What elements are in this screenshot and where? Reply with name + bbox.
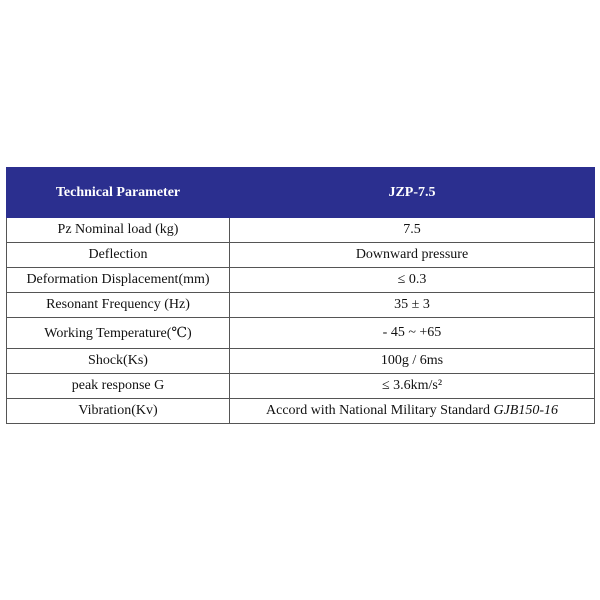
table-row	[7, 318, 595, 349]
value-vibration	[230, 399, 595, 424]
header-model: JZP-7.5	[230, 168, 595, 218]
technical-parameter-table	[6, 167, 595, 424]
param-deformation-displacement: Deformation Displacement(mm)	[7, 268, 230, 293]
table-row	[7, 374, 595, 399]
value-peak-response: ≤ 3.6km/s²	[230, 374, 595, 399]
table-row	[7, 243, 595, 268]
table-row	[7, 349, 595, 374]
table-row	[7, 268, 595, 293]
param-nominal-load: Pz Nominal load (kg)	[7, 218, 230, 243]
table-header-row	[7, 168, 595, 218]
param-resonant-frequency: Resonant Frequency (Hz)	[7, 293, 230, 318]
vibration-standard-text: Accord with National Military Standard	[266, 403, 494, 418]
param-vibration: Vibration(Kv)	[7, 399, 230, 424]
value-deformation-displacement: ≤ 0.3	[230, 268, 595, 293]
param-working-temperature: Working Temperature(℃)	[7, 318, 230, 349]
param-peak-response: peak response G	[7, 374, 230, 399]
value-resonant-frequency: 35 ± 3	[230, 293, 595, 318]
value-shock: 100g / 6ms	[230, 349, 595, 374]
vibration-standard-code: GJB150-16	[493, 403, 558, 418]
table-row	[7, 293, 595, 318]
value-nominal-load: 7.5	[230, 218, 595, 243]
header-technical-parameter: Technical Parameter	[7, 168, 230, 218]
table-row	[7, 218, 595, 243]
value-deflection: Downward pressure	[230, 243, 595, 268]
param-shock: Shock(Ks)	[7, 349, 230, 374]
value-working-temperature: - 45 ~ +65	[230, 318, 595, 349]
table-row	[7, 399, 595, 424]
param-deflection: Deflection	[7, 243, 230, 268]
